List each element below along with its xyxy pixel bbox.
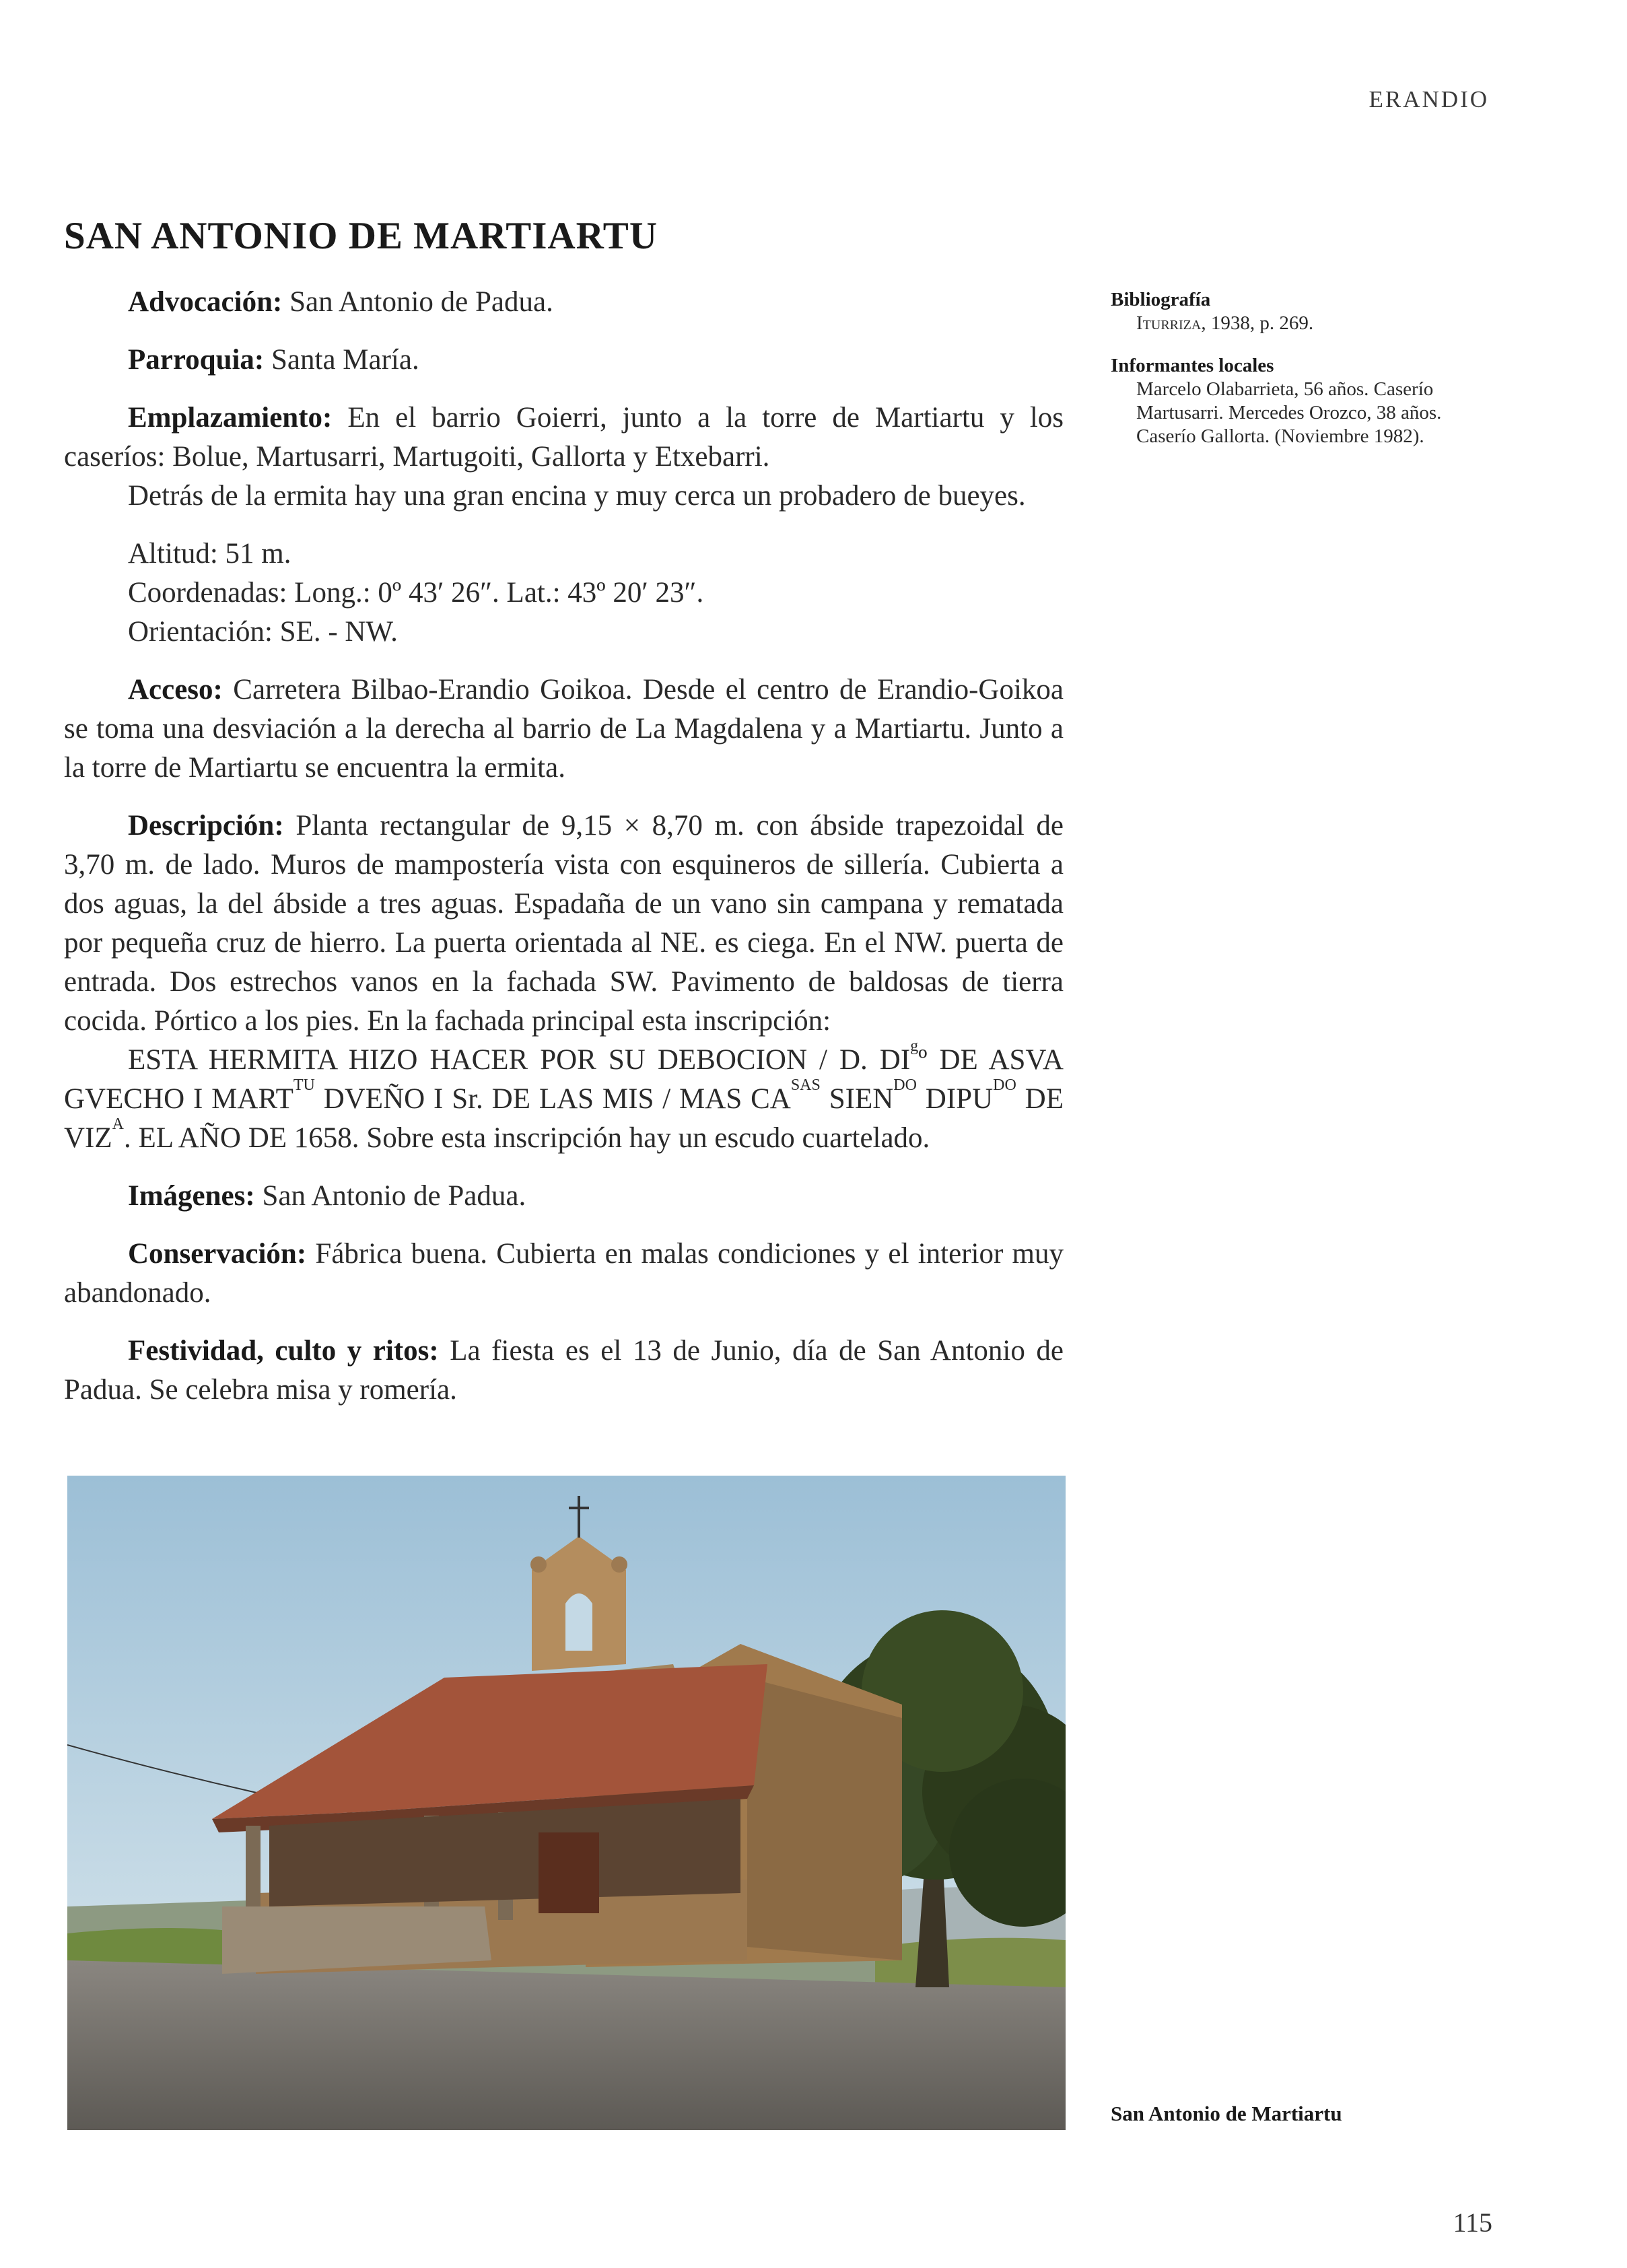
inscripcion-sup-2: TU <box>293 1076 315 1094</box>
informantes-text: Marcelo Olabarrieta, 56 años. Caserío Martusarri. Mercedes Orozco, 38 años. Caserío Gallorta. (Noviembre 1982). <box>1136 378 1442 447</box>
inscripcion-part-2: º DE ASVA GVECHO I MART <box>64 1044 1064 1115</box>
inscripcion-part-5: DIPU <box>916 1083 994 1115</box>
inscripcion-sup-4: DO <box>893 1076 917 1094</box>
imagenes-label: Imágenes: <box>128 1180 255 1212</box>
inscripcion-sup-3: SAS <box>790 1076 821 1094</box>
parroquia-label: Parroquia: <box>128 344 265 376</box>
inscripcion-part-3: DVEÑO I Sr. DE LAS MIS / MAS CA <box>314 1083 791 1115</box>
inscripcion-after: Sobre esta inscripción hay un escudo cuartelado. <box>359 1122 930 1154</box>
advocacion-label: Advocación: <box>128 286 283 318</box>
inscripcion-sup-5: DO <box>993 1076 1016 1094</box>
festividad-label: Festividad, culto y ritos: <box>128 1335 439 1367</box>
descripcion-paragraph <box>64 806 1064 1041</box>
acceso-text: Carretera Bilbao-Erandio Goikoa. Desde el centro de Erandio-Goikoa se toma una desviación a la derecha al barrio de La Magdalena y a Martiartu. Junto a la torre de Martiartu se encuentra la ermita. <box>64 674 1064 784</box>
bibliografia-heading: Bibliografía <box>1111 289 1211 310</box>
festividad-text: La fiesta es el 13 de Junio, día de San Antonio de Padua. Se celebra misa y romería. <box>64 1335 1064 1406</box>
acceso-label: Acceso: <box>128 674 223 706</box>
advocacion-paragraph <box>64 283 1064 322</box>
imagenes-paragraph <box>64 1177 1064 1216</box>
advocacion-text: San Antonio de Padua. <box>289 286 553 318</box>
emplazamiento-paragraph <box>64 399 1064 477</box>
acceso-paragraph <box>64 671 1064 788</box>
hermitage-photo <box>67 1476 1066 2130</box>
inscripcion-part-6: DE VIZ <box>64 1083 1064 1154</box>
inscripcion-sup-6: A <box>112 1115 124 1133</box>
emplazamiento-text-2: Detrás de la ermita hay una gran encina y muy cerca un probadero de bueyes. <box>128 480 1026 512</box>
conservacion-text: Fábrica buena. Cubierta en malas condiciones y el interior muy abandonado. <box>64 1238 1064 1309</box>
inscripcion-part-7: . EL AÑO DE 1658. <box>123 1122 359 1154</box>
figure-caption: San Antonio de Martiartu <box>1111 2102 1342 2125</box>
festividad-paragraph <box>64 1332 1064 1410</box>
bibliografia-author: Iturriza <box>1136 312 1202 334</box>
page-number: 115 <box>1453 2207 1492 2238</box>
conservacion-label: Conservación: <box>128 1238 307 1270</box>
conservacion-paragraph <box>64 1235 1064 1313</box>
running-head: ERANDIO <box>1369 86 1489 112</box>
inscripcion-paragraph <box>64 1037 1064 1158</box>
inscripcion-sup-1: g <box>910 1037 919 1055</box>
parroquia-paragraph <box>64 341 1064 380</box>
main-text <box>64 283 1064 1410</box>
emplazamiento-text: En el barrio Goierri, junto a la torre de Martiartu y los caseríos: Bolue, Martusarri, Martugoiti, Gallorta y Etxebarri. <box>64 402 1064 473</box>
sidebar-notes <box>1111 288 1501 448</box>
inscripcion-part-1: ESTA HERMITA HIZO HACER POR SU DEBOCION / D. DI <box>128 1044 911 1076</box>
descripcion-label: Descripción: <box>128 810 284 841</box>
bibliografia-entry <box>1111 312 1501 335</box>
descripcion-text: Planta rectangular de 9,15 × 8,70 m. con ábside trapezoidal de 3,70 m. de lado. Muros de mampostería vista con esquineros de sillería. Cubierta a dos aguas, la del ábside a tres aguas. Espadaña de un vano sin campana y rematada por pequeña cruz de hierro. La puerta orientada al NE. es ciega. En el NW. puerta de entrada. Dos estrechos vanos en la fachada SW. Pavimento de baldosas de tierra cocida. Pórtico a los pies. En la fachada principal esta inscripción: <box>64 810 1064 1037</box>
parroquia-text: Santa María. <box>271 344 419 376</box>
coordenadas-line: Coordenadas: Long.: 0º 43′ 26″. Lat.: 43º 20′ 23″. <box>128 577 704 609</box>
informantes-heading: Informantes locales <box>1111 355 1274 376</box>
inscripcion-part-4: SIEN <box>820 1083 894 1115</box>
orientacion-line: Orientación: SE. - NW. <box>128 616 398 648</box>
altitud-line: Altitud: 51 m. <box>128 538 291 570</box>
emplazamiento-label: Emplazamiento: <box>128 402 333 434</box>
bibliografia-ref: , 1938, p. 269. <box>1201 312 1314 334</box>
page-title: SAN ANTONIO DE MARTIARTU <box>64 215 658 257</box>
imagenes-text: San Antonio de Padua. <box>262 1180 526 1212</box>
